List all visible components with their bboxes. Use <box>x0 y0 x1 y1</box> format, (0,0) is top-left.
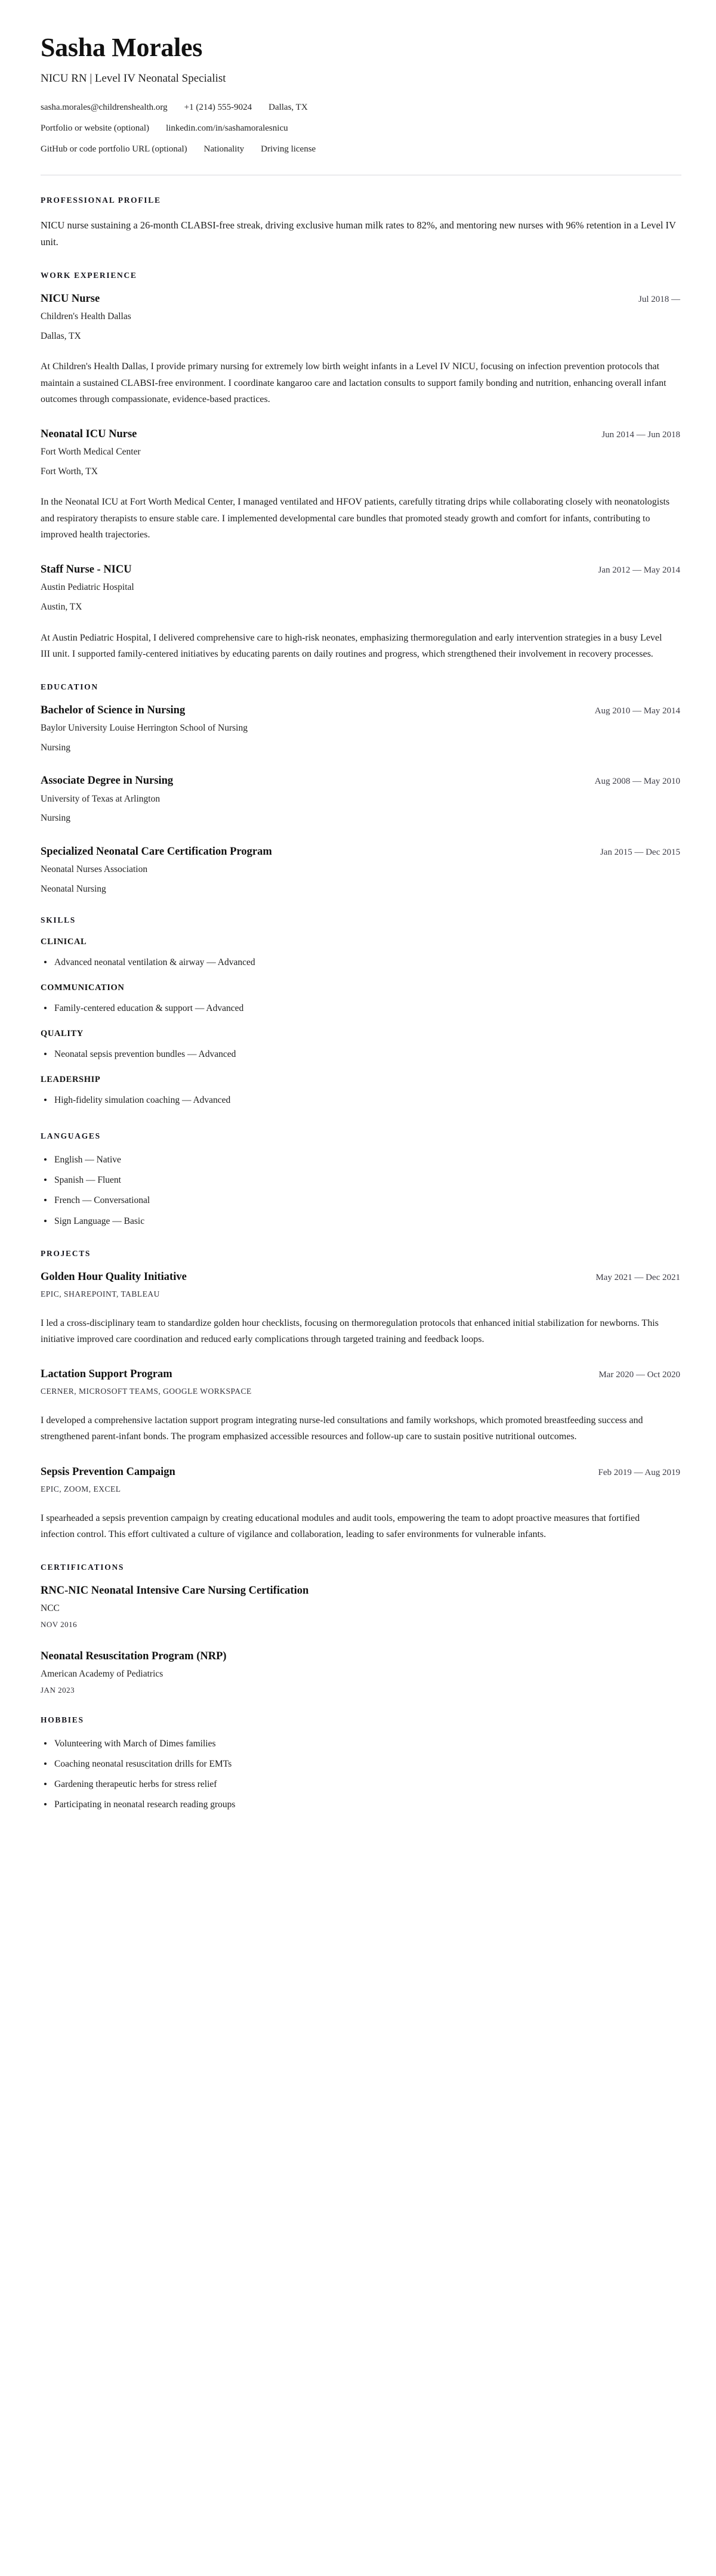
section-title-profile: PROFESSIONAL PROFILE <box>41 196 161 205</box>
work-role: Neonatal ICU Nurse <box>41 428 137 440</box>
education-field: Nursing <box>41 813 70 824</box>
work-description: At Children's Health Dallas, I provide primary nursing for extremely low birth weight infants in a Level IV NICU, focusing on infection prevention protocols that maintain a sustained CLABSI-free environment. I coordinate kangaroo care and lactation consults to support family bonding and nutrition, enhancing overall infant outcomes through compassionate, evidence-based practices. <box>41 361 666 404</box>
work-entry <box>41 292 680 407</box>
work-date: Jun 2014 — Jun 2018 <box>601 429 680 440</box>
certification-entry-head <box>41 1584 680 1598</box>
certification-entry <box>41 1584 680 1629</box>
section-work-experience <box>41 271 680 662</box>
education-date: Aug 2010 — May 2014 <box>594 706 680 716</box>
work-company: Children's Health Dallas <box>41 311 131 322</box>
hobbies-list <box>41 1737 680 1812</box>
work-location: Dallas, TX <box>41 330 81 341</box>
project-description: I led a cross-disciplinary team to standardize golden hour checklists, focusing on thermoregulation protocols that enhanced initial stabilization for newborns. This initiative improved care coordination and reduced early complications through targeted training and feedback loops. <box>41 1318 659 1344</box>
skill-group <box>41 983 680 1016</box>
project-date: May 2021 — Dec 2021 <box>595 1272 680 1282</box>
education-degree: Specialized Neonatal Care Certification Program <box>41 845 272 858</box>
project-entry-head <box>41 1368 680 1381</box>
project-entry <box>41 1465 680 1543</box>
section-education <box>41 682 680 896</box>
work-entry <box>41 428 680 543</box>
education-date: Aug 2008 — May 2010 <box>594 777 680 787</box>
work-entry <box>41 563 680 662</box>
education-entry-head <box>41 774 680 788</box>
project-entry-head <box>41 1270 680 1284</box>
project-tech-stack: CERNER, MICROSOFT TEAMS, GOOGLE WORKSPACE <box>41 1387 252 1396</box>
certification-issuer: NCC <box>41 1603 60 1614</box>
education-entry <box>41 704 680 754</box>
skill-list <box>41 1047 680 1062</box>
skill-group-name: COMMUNICATION <box>41 983 125 993</box>
work-description: In the Neonatal ICU at Fort Worth Medical Center, I managed ventilated and HFOV patients, carefully titrating drips while collaborating closely with neonatologists and respiratory therapists to ensure stable care. I implemented developmental care bundles that promoted steady growth and comfort for infants, contributing to improved health trajectories. <box>41 497 670 540</box>
certification-date: NOV 2016 <box>41 1619 78 1629</box>
section-title-certifications: CERTIFICATIONS <box>41 1563 125 1572</box>
contact-line-1 <box>41 101 680 115</box>
education-entry-head <box>41 845 680 859</box>
work-date: Jan 2012 — May 2014 <box>598 565 680 576</box>
certification-issuer: American Academy of Pediatrics <box>41 1668 163 1679</box>
contact-email[interactable]: sasha.morales@childrenshealth.org <box>41 103 168 113</box>
contact-linkedin[interactable]: linkedin.com/in/sashamoralesnicu <box>166 123 288 133</box>
hobby-item: Gardening therapeutic herbs for stress relief <box>41 1777 680 1792</box>
section-title-hobbies: HOBBIES <box>41 1715 84 1724</box>
skill-group-name: LEADERSHIP <box>41 1075 101 1085</box>
language-item: Spanish — Fluent <box>41 1173 680 1188</box>
hobby-item: Volunteering with March of Dimes families <box>41 1737 680 1751</box>
contact-github[interactable]: GitHub or code portfolio URL (optional) <box>41 144 187 154</box>
work-description: At Austin Pediatric Hospital, I delivered comprehensive care to high-risk neonates, emphasizing thermoregulation and early intervention strategies in a busy Level III unit. I supported family-centered initiatives by educating parents on daily routines and progress, which strengthened their involvement in recovery processes. <box>41 632 662 659</box>
certification-entry <box>41 1650 680 1695</box>
education-entry <box>41 845 680 896</box>
project-description: I spearheaded a sepsis prevention campaign by creating educational modules and audit tools, empowering the team to adopt proactive measures that fortified infection control. This effort cultivated a culture of vigilance and collaboration, leading to safer environments for vulnerable infants. <box>41 1513 640 1539</box>
project-tech-stack: EPIC, SHAREPOINT, TABLEAU <box>41 1289 160 1298</box>
contact-phone[interactable]: +1 (214) 555-9024 <box>184 103 252 113</box>
education-entry-head <box>41 704 680 718</box>
resume-header <box>41 33 680 175</box>
skill-list <box>41 1093 680 1108</box>
skill-list <box>41 1001 680 1016</box>
education-school: University of Texas at Arlington <box>41 793 161 804</box>
skill-group <box>41 937 680 970</box>
work-date: Jul 2018 — <box>638 294 680 304</box>
work-entry-head <box>41 292 680 306</box>
contact-line-2 <box>41 122 680 135</box>
education-degree: Bachelor of Science in Nursing <box>41 704 186 716</box>
work-company: Fort Worth Medical Center <box>41 447 141 457</box>
section-title-work: WORK EXPERIENCE <box>41 270 137 280</box>
skill-list <box>41 955 680 970</box>
project-name: Sepsis Prevention Campaign <box>41 1465 175 1478</box>
contact-portfolio[interactable]: Portfolio or website (optional) <box>41 123 150 133</box>
work-location: Austin, TX <box>41 601 82 612</box>
candidate-headline: NICU RN | Level IV Neonatal Specialist <box>41 72 226 85</box>
certification-date: JAN 2023 <box>41 1685 75 1694</box>
work-entry-head <box>41 428 680 441</box>
education-school: Baylor University Louise Herrington School of Nursing <box>41 723 248 734</box>
project-entry-head <box>41 1465 680 1479</box>
section-hobbies <box>41 1715 680 1812</box>
section-professional-profile <box>41 196 680 250</box>
hobby-item: Participating in neonatal research reading groups <box>41 1798 680 1812</box>
education-school: Neonatal Nurses Association <box>41 864 148 875</box>
project-description: I developed a comprehensive lactation support program integrating nurse-led consultations and family workshops, which promoted breastfeeding success and strengthened parent-infant bonds. The program emphasized accessible resources and follow-up care to sustain positive nutritional outcomes. <box>41 1415 643 1442</box>
section-title-education: EDUCATION <box>41 682 98 691</box>
candidate-name: Sasha Morales <box>41 33 203 62</box>
education-field: Neonatal Nursing <box>41 883 106 894</box>
work-company: Austin Pediatric Hospital <box>41 582 134 593</box>
section-skills <box>41 916 680 1108</box>
contact-line-3 <box>41 143 680 156</box>
certification-entry-head <box>41 1650 680 1663</box>
project-name: Golden Hour Quality Initiative <box>41 1270 187 1283</box>
skill-item: High-fidelity simulation coaching — Advanced <box>41 1093 680 1108</box>
project-date: Feb 2019 — Aug 2019 <box>598 1467 680 1477</box>
skill-group-name: QUALITY <box>41 1029 84 1039</box>
certification-name: RNC-NIC Neonatal Intensive Care Nursing Certification <box>41 1585 309 1597</box>
education-degree: Associate Degree in Nursing <box>41 775 174 787</box>
language-item: English — Native <box>41 1153 680 1167</box>
work-role: Staff Nurse - NICU <box>41 564 132 576</box>
hobby-item: Coaching neonatal resuscitation drills for EMTs <box>41 1757 680 1771</box>
skill-item: Family-centered education & support — Advanced <box>41 1001 680 1016</box>
skill-item: Advanced neonatal ventilation & airway — Advanced <box>41 955 680 970</box>
section-projects <box>41 1249 680 1543</box>
education-entry <box>41 774 680 825</box>
project-entry <box>41 1270 680 1348</box>
language-item: French — Conversational <box>41 1193 680 1208</box>
skill-group-name: CLINICAL <box>41 937 87 947</box>
education-field: Nursing <box>41 742 70 753</box>
section-title-projects: PROJECTS <box>41 1248 91 1258</box>
contact-location: Dallas, TX <box>268 103 308 113</box>
work-entry-head <box>41 563 680 577</box>
education-date: Jan 2015 — Dec 2015 <box>600 847 680 857</box>
skill-item: Neonatal sepsis prevention bundles — Advanced <box>41 1047 680 1062</box>
project-tech-stack: EPIC, ZOOM, EXCEL <box>41 1484 121 1493</box>
contact-driving-license: Driving license <box>261 144 316 154</box>
skill-group <box>41 1029 680 1062</box>
contact-nationality: Nationality <box>203 144 245 154</box>
section-title-languages: LANGUAGES <box>41 1131 101 1141</box>
project-name: Lactation Support Program <box>41 1368 172 1381</box>
skill-group <box>41 1075 680 1108</box>
certification-name: Neonatal Resuscitation Program (NRP) <box>41 1650 227 1662</box>
language-item: Sign Language — Basic <box>41 1214 680 1229</box>
project-entry <box>41 1368 680 1445</box>
work-location: Fort Worth, TX <box>41 466 98 477</box>
section-languages <box>41 1131 680 1228</box>
section-certifications <box>41 1563 680 1695</box>
section-title-skills: SKILLS <box>41 916 76 925</box>
work-role: NICU Nurse <box>41 292 100 305</box>
profile-summary-text: NICU nurse sustaining a 26-month CLABSI-free streak, driving exclusive human milk rates to 82%, and mentoring new nurses with 96% retention in a Level IV unit. <box>41 219 676 248</box>
languages-list <box>41 1153 680 1228</box>
project-date: Mar 2020 — Oct 2020 <box>598 1370 680 1380</box>
